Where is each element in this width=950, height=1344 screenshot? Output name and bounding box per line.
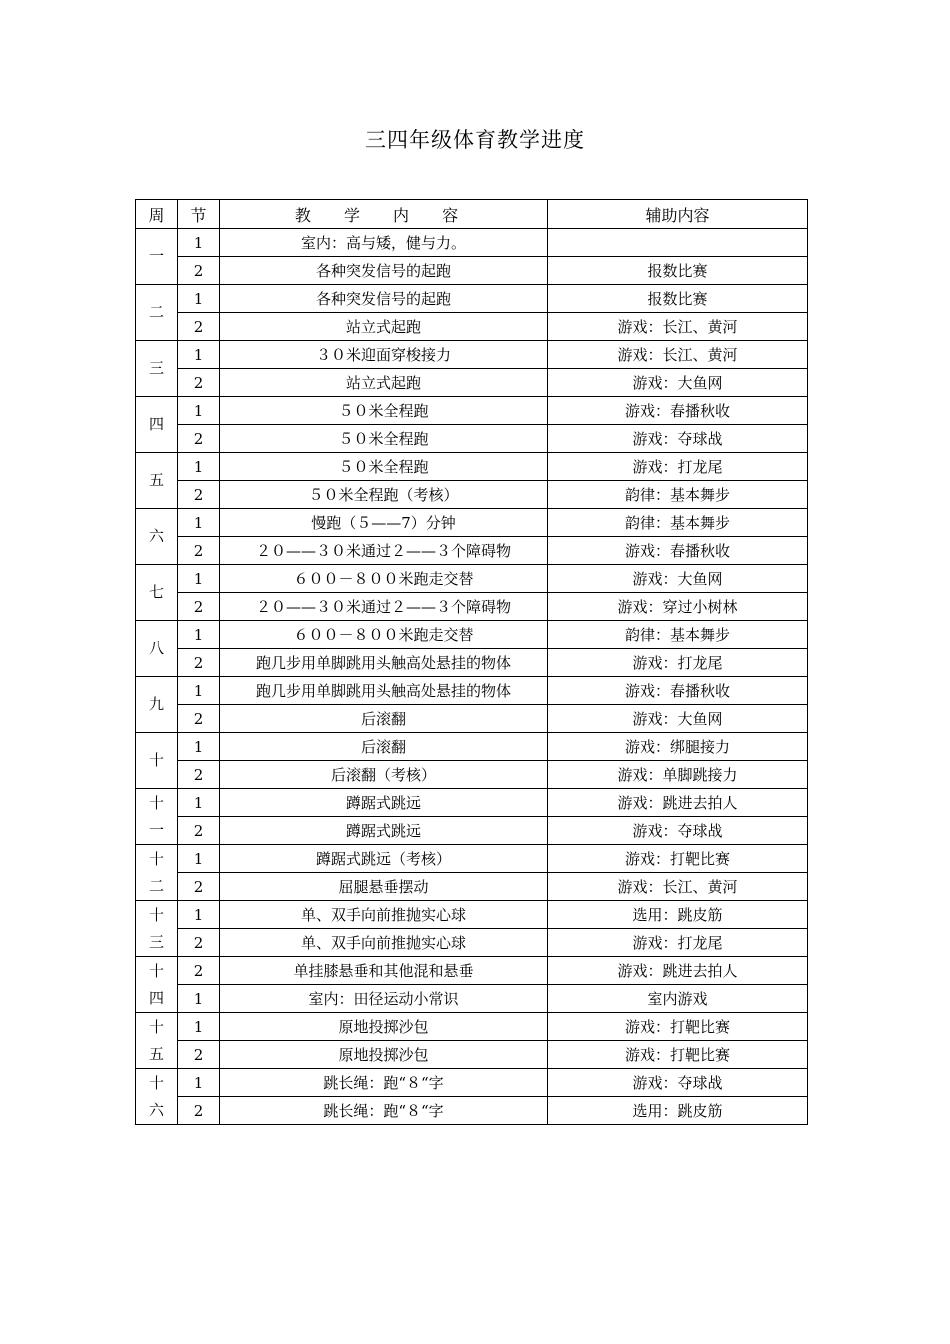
table-row [136,789,808,817]
aux-cell: 游戏：长江、黄河 [548,313,808,341]
period-cell: 1 [178,985,220,1013]
period-cell: 2 [178,425,220,453]
week-label: 八 [136,621,178,677]
period-cell: 2 [178,1041,220,1069]
table-row [136,593,808,621]
week-label-part: 十 [148,1017,164,1036]
aux-cell: 游戏：长江、黄河 [548,341,808,369]
period-cell: 1 [178,789,220,817]
week-label-part: 一 [148,820,164,839]
table-row [136,425,808,453]
table-row [136,901,808,929]
period-cell: 2 [178,957,220,985]
period-cell: 1 [178,621,220,649]
table-row [136,733,808,761]
aux-cell: 游戏：打龙尾 [548,649,808,677]
aux-cell: 游戏：夺球战 [548,1069,808,1097]
period-cell: 1 [178,453,220,481]
aux-cell: 游戏：长江、黄河 [548,873,808,901]
schedule-body [136,229,808,1125]
aux-cell: 报数比赛 [548,285,808,313]
aux-cell: 游戏：春播秋收 [548,397,808,425]
period-cell: 2 [178,537,220,565]
table-row [136,565,808,593]
period-cell: 2 [178,761,220,789]
aux-cell: 游戏：夺球战 [548,817,808,845]
table-row [136,1013,808,1041]
content-cell: 跳长绳：跑“８“字 [220,1097,548,1125]
period-cell: 1 [178,341,220,369]
week-label: 二 [136,285,178,341]
week-label [136,845,178,901]
content-cell: 跳长绳：跑“８“字 [220,1069,548,1097]
week-label: 十 [136,733,178,789]
content-cell: ５０米全程跑 [220,425,548,453]
aux-cell: 游戏：夺球战 [548,425,808,453]
period-cell: 2 [178,257,220,285]
week-label-part: 十 [148,849,164,868]
content-cell: ６００－８００米跑走交替 [220,621,548,649]
table-row [136,761,808,789]
period-cell: 2 [178,873,220,901]
aux-cell: 游戏：打龙尾 [548,929,808,957]
table-row [136,1097,808,1125]
period-cell: 2 [178,1097,220,1125]
period-cell: 1 [178,1069,220,1097]
content-cell: ２０——３０米通过２——３个障碍物 [220,537,548,565]
week-label-part: 十 [148,793,164,812]
content-cell: 蹲踞式跳远（考核） [220,845,548,873]
aux-cell: 游戏：绑腿接力 [548,733,808,761]
content-cell: 各种突发信号的起跑 [220,257,548,285]
content-cell: ５０米全程跑 [220,397,548,425]
period-cell: 1 [178,285,220,313]
period-cell: 2 [178,929,220,957]
table-row [136,481,808,509]
aux-cell: 韵律：基本舞步 [548,621,808,649]
header-content: 教 学 内 容 [220,200,548,229]
table-row [136,817,808,845]
period-cell: 2 [178,369,220,397]
aux-cell: 室内游戏 [548,985,808,1013]
week-label-part: 三 [148,932,164,951]
table-row [136,285,808,313]
period-cell: 2 [178,705,220,733]
content-cell: 单挂膝悬垂和其他混和悬垂 [220,957,548,985]
period-cell: 1 [178,677,220,705]
period-cell: 1 [178,845,220,873]
aux-cell: 游戏：春播秋收 [548,537,808,565]
aux-cell: 游戏：跳进去拍人 [548,957,808,985]
period-cell: 2 [178,481,220,509]
week-label-part: 五 [148,1044,164,1063]
content-cell: 跑几步用单脚跳用头触高处悬挂的物体 [220,677,548,705]
table-row [136,649,808,677]
week-label: 六 [136,509,178,565]
aux-cell: 游戏：打靶比赛 [548,1041,808,1069]
aux-cell: 报数比赛 [548,257,808,285]
content-cell: 站立式起跑 [220,369,548,397]
period-cell: 1 [178,229,220,257]
period-cell: 1 [178,565,220,593]
table-row [136,313,808,341]
week-label: 七 [136,565,178,621]
document-title: 三四年级体育教学进度 [365,128,585,152]
header-row [136,200,808,229]
header-period: 节 [178,200,220,229]
content-cell: 各种突发信号的起跑 [220,285,548,313]
content-cell: ６００－８００米跑走交替 [220,565,548,593]
table-row [136,957,808,985]
aux-cell: 选用：跳皮筋 [548,901,808,929]
table-row [136,229,808,257]
content-cell: 跑几步用单脚跳用头触高处悬挂的物体 [220,649,548,677]
table-row [136,397,808,425]
period-cell: 1 [178,901,220,929]
content-cell: 单、双手向前推抛实心球 [220,901,548,929]
aux-cell: 韵律：基本舞步 [548,481,808,509]
content-cell: 站立式起跑 [220,313,548,341]
aux-cell: 游戏：大鱼网 [548,565,808,593]
content-cell: ３０米迎面穿梭接力 [220,341,548,369]
aux-cell: 游戏：大鱼网 [548,369,808,397]
table-row [136,621,808,649]
week-label [136,789,178,845]
week-label [136,1069,178,1125]
period-cell: 1 [178,1013,220,1041]
period-cell: 2 [178,593,220,621]
week-label: 一 [136,229,178,285]
header-aux: 辅助内容 [548,200,808,229]
table-row [136,985,808,1013]
content-cell: 原地投掷沙包 [220,1041,548,1069]
table-row [136,537,808,565]
aux-cell: 选用：跳皮筋 [548,1097,808,1125]
period-cell: 2 [178,313,220,341]
table-row [136,929,808,957]
week-label: 三 [136,341,178,397]
aux-cell: 游戏：单脚跳接力 [548,761,808,789]
content-cell: 蹲踞式跳远 [220,789,548,817]
period-cell: 1 [178,397,220,425]
content-cell: 单、双手向前推抛实心球 [220,929,548,957]
aux-cell: 游戏：打靶比赛 [548,845,808,873]
content-cell: 室内：田径运动小常识 [220,985,548,1013]
schedule-table [135,199,808,1125]
week-label [136,901,178,957]
table-row [136,257,808,285]
week-label-part: 十 [148,905,164,924]
aux-cell: 游戏：打靶比赛 [548,1013,808,1041]
content-cell: 后滚翻 [220,733,548,761]
table-row [136,845,808,873]
header-week: 周 [136,200,178,229]
content-cell: ５０米全程跑（考核） [220,481,548,509]
week-label-part: 二 [148,876,164,895]
aux-cell: 游戏：打龙尾 [548,453,808,481]
week-label: 九 [136,677,178,733]
aux-cell: 韵律：基本舞步 [548,509,808,537]
content-cell: 室内：高与矮，健与力。 [220,229,548,257]
week-label [136,1013,178,1069]
week-label [136,957,178,1013]
week-label-part: 四 [148,988,164,1007]
week-label-part: 十 [148,1073,164,1092]
table-row [136,1069,808,1097]
content-cell: 慢跑（５——7）分钟 [220,509,548,537]
week-label-part: 十 [148,961,164,980]
period-cell: 2 [178,649,220,677]
content-cell: 原地投掷沙包 [220,1013,548,1041]
table-row [136,509,808,537]
week-label: 五 [136,453,178,509]
aux-cell: 游戏：穿过小树林 [548,593,808,621]
aux-cell: 游戏：大鱼网 [548,705,808,733]
period-cell: 2 [178,817,220,845]
content-cell: 后滚翻（考核） [220,761,548,789]
aux-cell: 游戏：春播秋收 [548,677,808,705]
aux-cell: 游戏：跳进去拍人 [548,789,808,817]
week-label: 四 [136,397,178,453]
table-row [136,677,808,705]
week-label-part: 六 [148,1100,164,1119]
table-row [136,705,808,733]
table-row [136,873,808,901]
content-cell: 后滚翻 [220,705,548,733]
period-cell: 1 [178,509,220,537]
period-cell: 1 [178,733,220,761]
content-cell: 蹲踞式跳远 [220,817,548,845]
aux-cell [548,229,808,257]
table-row [136,453,808,481]
content-cell: ２０——３０米通过２——３个障碍物 [220,593,548,621]
table-row [136,369,808,397]
content-cell: ５０米全程跑 [220,453,548,481]
table-row [136,1041,808,1069]
content-cell: 屈腿悬垂摆动 [220,873,548,901]
table-row [136,341,808,369]
